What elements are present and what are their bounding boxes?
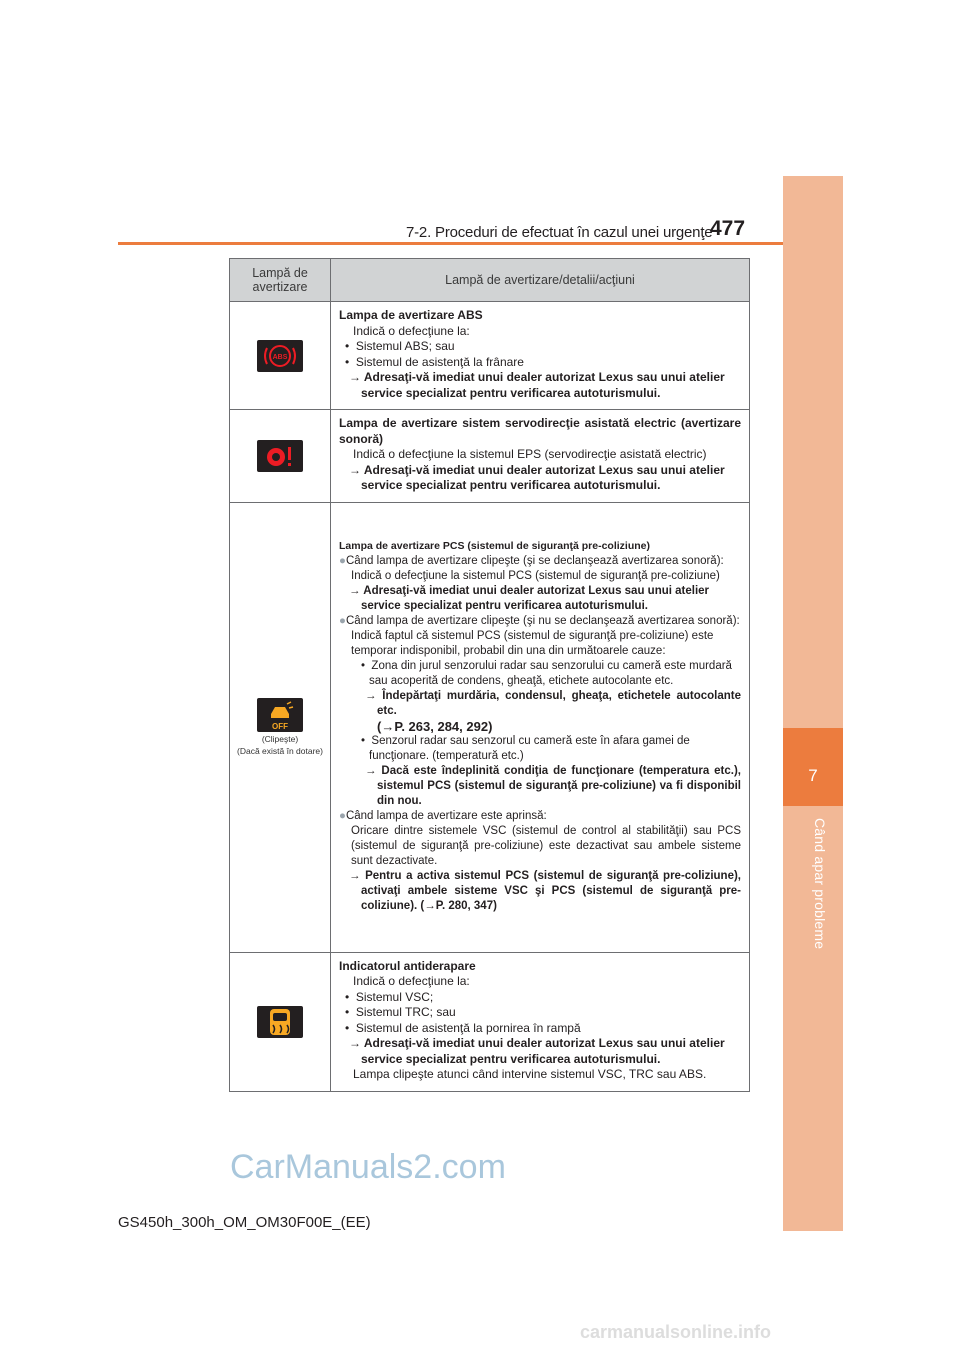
table-row: [230, 302, 750, 410]
text: Indică o defecţiune la sistemul EPS (servodirecţie asistată electric): [353, 447, 707, 461]
text: Sistemul ABS; sau: [355, 339, 455, 353]
text: Îndepărtaţi murdăria, condensul, gheaţa, etichetele autocolante etc.: [377, 689, 741, 717]
lamp-description: [331, 502, 750, 952]
lamp-caption: (Dacă există în dotare): [237, 746, 323, 756]
header-rule: [118, 242, 783, 245]
warning-lamp-table: [229, 258, 750, 1092]
page-number: 477: [710, 217, 746, 240]
text: Adresaţi-vă imediat unui dealer autorizat Lexus sau unui atelier service specializat pentru verificarea autoturismului.: [361, 462, 725, 492]
action: → Pentru a activa sistemul PCS (sistemul de siguranţă pre-coliziune), activaţi ambele sisteme VSC şi PCS (sistemul de siguranţă pre-coliziune). (→P. 280, 347): [349, 869, 741, 912]
lamp-title: Indicatorul antiderapare: [339, 958, 476, 973]
text: Adresaţi-vă imediat unui dealer autorizat Lexus sau unui atelier service specializat pentru verificarea autoturismului.: [361, 584, 710, 612]
action: → Adresaţi-vă imediat unui dealer autorizat Lexus sau unui atelier service specializat pentru verificarea autoturismului.: [349, 370, 725, 400]
bullet: • Sistemul ABS; sau: [345, 339, 455, 353]
text: Adresaţi-vă imediat unui dealer autorizat Lexus sau unui atelier service specializat pentru verificarea autoturismului.: [361, 1036, 725, 1066]
icon-text: OFF: [272, 722, 288, 731]
document-code: GS450h_300h_OM_OM30F00E_(EE): [118, 1214, 371, 1231]
text: Când lampa de avertizare clipeşte (şi nu se declanşează avertizarea sonoră):: [345, 614, 740, 627]
bullet: • Sistemul de asistenţă la frânare: [345, 354, 524, 369]
lamp-description: [331, 410, 750, 503]
action: → Adresaţi-vă imediat unui dealer autorizat Lexus sau unui atelier service specializat pentru verificarea autoturismului.: [349, 1036, 725, 1066]
section-title: 7-2. Proceduri de efectuat în cazul unei urgenţe: [406, 224, 713, 241]
chapter-number: 7: [808, 766, 818, 785]
text: Pentru a activa sistemul PCS (sistemul de siguranţă pre-coliziune), activaţi ambele sisteme VSC şi PCS (sistemul de siguranţă pre-coliziune). (→P. 280, 347): [361, 869, 741, 912]
lamp-description: [331, 952, 750, 1091]
chapter-title: Când apar probleme: [812, 818, 828, 950]
watermark-secondary: carmanualsonline.info: [580, 1322, 772, 1342]
text: Dacă este îndeplinită condiţia de funcţionare (temperatura etc.), sistemul PCS (sistemul de siguranţă pre-coliziune) va fi disponibil din nou.: [377, 764, 741, 807]
page-reference[interactable]: (→P. 263, 284, 292): [377, 718, 493, 734]
slip-indicator-icon: [257, 1006, 303, 1038]
action: → Adresaţi-vă imediat unui dealer autorizat Lexus sau unui atelier service specializat pentru verificarea autoturismului.: [349, 584, 710, 612]
action: → Dacă este îndeplinită condiţia de funcţionare (temperatura etc.), sistemul PCS (sistemul de siguranţă pre-coliziune) va fi disponibil din nou.: [365, 764, 741, 807]
text: Când lampa de avertizare clipeşte (şi se declanşează avertizarea sonoră):: [345, 554, 724, 567]
lamp-cell: [230, 952, 331, 1091]
bullet: • Sistemul de asistenţă la pornirea în rampă: [345, 1020, 581, 1035]
text: Sistemul TRC; sau: [355, 1005, 456, 1019]
bullet: • Senzorul radar sau senzorul cu cameră este în afara gamei de funcţionare. (temperatură etc.): [361, 734, 690, 762]
chapter-side-bar: [783, 176, 843, 1231]
text: Senzorul radar sau senzorul cu cameră este în afara gamei de funcţionare. (temperatură etc.): [369, 734, 690, 762]
bullet: • Zona din jurul senzorului radar sau senzorului cu cameră este murdară sau acoperită de condens, gheaţă, etichete autocolante etc.: [361, 659, 732, 687]
text: Zona din jurul senzorului radar sau senzorului cu cameră este murdară sau acoperită de condens, gheaţă, etichete autocolante etc.: [369, 659, 732, 687]
table-row: [230, 952, 750, 1091]
lamp-description: [331, 302, 750, 410]
text: Sistemul de asistenţă la pornirea în rampă: [355, 1020, 581, 1035]
table-row: [230, 410, 750, 503]
abs-warning-icon: [257, 340, 303, 372]
text: Indică o defecţiune la:: [353, 323, 470, 338]
text: Sistemul VSC;: [355, 989, 434, 1004]
watermark: CarManuals2.com: [230, 1148, 506, 1186]
text: Lampa clipeşte atunci când intervine sistemul VSC, TRC sau ABS.: [353, 1067, 707, 1081]
text: Indică o defecţiune la:: [353, 974, 470, 988]
steering-warning-icon: [257, 440, 303, 472]
lamp-cell: [230, 302, 331, 410]
bullet: • Sistemul VSC;: [345, 989, 434, 1004]
text: Indică o defecţiune la sistemul PCS (sistemul de siguranţă pre-coliziune): [351, 569, 720, 582]
condition: ●Când lampa de avertizare este aprinsă:: [339, 809, 547, 822]
text: Oricare dintre sistemele VSC (sistemul de control al stabilităţii) sau PCS (sistemul de siguranţă pre-coliziune) este dezactivat sau ambele sisteme sunt dezactivate.: [351, 824, 741, 867]
table-header-row: [230, 259, 750, 302]
bullet: • Sistemul TRC; sau: [345, 1005, 456, 1019]
condition: ●Când lampa de avertizare clipeşte (şi se declanşează avertizarea sonoră):: [339, 554, 724, 567]
text: Sistemul de asistenţă la frânare: [355, 354, 524, 369]
text: Indică faptul că sistemul PCS (sistemul de siguranţă pre-coliziune) este temporar indisponibil, probabil din una din următoarele cauze:: [351, 629, 714, 657]
lamp-caption: (Clipeşte): [261, 734, 299, 744]
lamp-cell: [230, 502, 331, 952]
lamp-title: Lampa de avertizare PCS (sistemul de siguranţă pre-coliziune): [339, 539, 651, 552]
svg-text:ABS: ABS: [272, 353, 288, 361]
lamp-title: Lampa de avertizare ABS: [339, 308, 483, 322]
text: Adresaţi-vă imediat unui dealer autorizat Lexus sau unui atelier service specializat pentru verificarea autoturismului.: [361, 370, 725, 400]
lamp-cell: [230, 410, 331, 503]
condition: ●Când lampa de avertizare clipeşte (şi nu se declanşează avertizarea sonoră):: [339, 614, 740, 627]
action: → Adresaţi-vă imediat unui dealer autorizat Lexus sau unui atelier service specializat pentru verificarea autoturismului.: [349, 462, 725, 492]
text: Când lampa de avertizare este aprinsă:: [345, 809, 547, 822]
pcs-off-icon: [257, 698, 303, 732]
lamp-title: Lampa de avertizare sistem servodirecţie asistată electric (avertizare sonoră): [339, 416, 741, 446]
action: → Îndepărtaţi murdăria, condensul, gheaţa, etichetele autocolante etc.: [365, 689, 741, 717]
col-header-details: Lampă de avertizare/detalii/acţiuni: [331, 259, 750, 302]
table-row: [230, 502, 750, 952]
col-header-lamp: Lampă de avertizare: [230, 259, 331, 302]
